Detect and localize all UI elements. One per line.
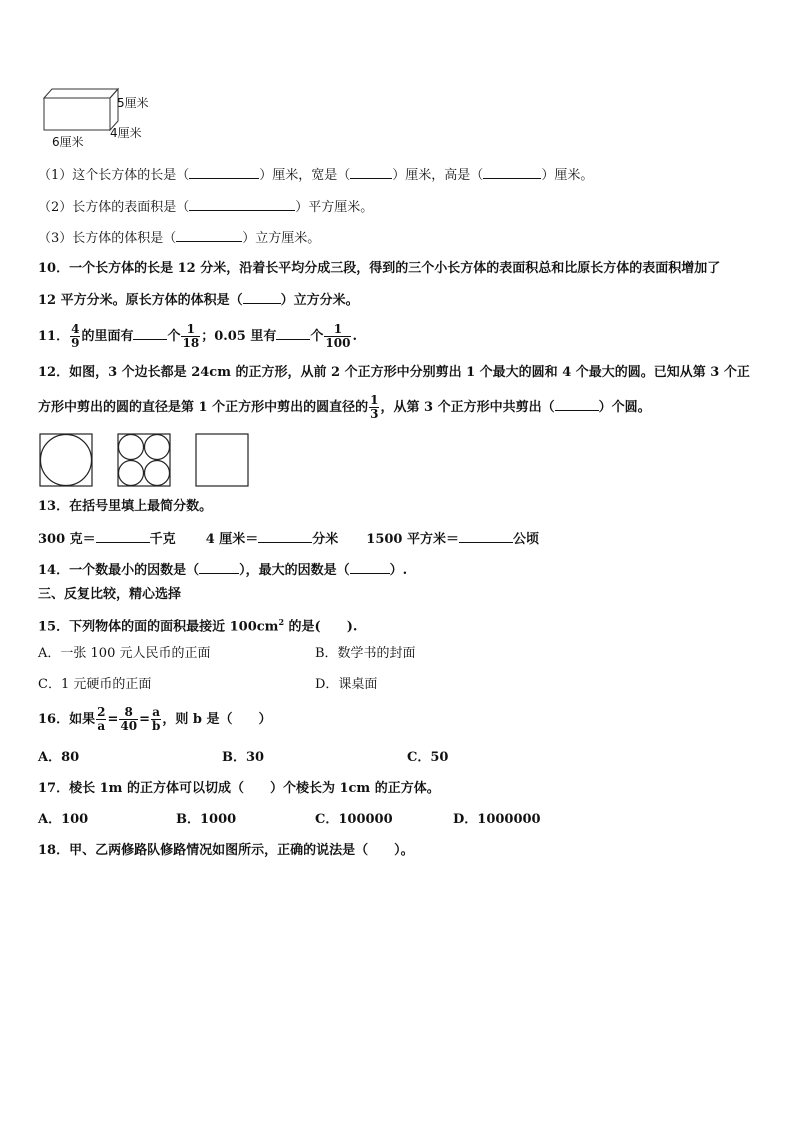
q11: 11． $\frac{4}{9}$ 的里面有 个 $\frac{1}{18}$ ；0.05 里有 个 $\frac{1}{100}$ . [38, 322, 357, 350]
q16-option-b[interactable]: B．30 [222, 750, 265, 765]
q13-blanks: 300 克＝ 千克 4 厘米＝ 分米 1500 平方米＝ 公顷 [38, 532, 540, 547]
q17-stem: 17．棱长 1m 的正方体可以切成（ ）个棱长为 1cm 的正方体。 [38, 781, 440, 796]
q18-stem: 18．甲、乙两修路队修路情况如图所示，正确的说法是（ ）。 [38, 843, 414, 858]
section-3-title: 三、反复比较，精心选择 [38, 587, 182, 602]
q15-stem: 15．下列物体的面的面积最接近 $100cm^2$ 的是( ). [38, 617, 358, 635]
circle-small-4 [145, 461, 170, 486]
square-2 [118, 434, 170, 486]
q17-option-c[interactable]: C．100000 [315, 812, 393, 827]
q9-sub3: （3）长方体的体积是（ ）立方厘米。 [38, 231, 321, 246]
q15-option-b[interactable]: B．数学书的封面 [315, 646, 416, 661]
q15-option-a[interactable]: A．一张 100 元人民币的正面 [38, 646, 211, 661]
q17-option-a[interactable]: A．100 [38, 812, 89, 827]
fraction-4-9: $\frac{4}{9}$ [71, 322, 80, 350]
q16-option-c[interactable]: C．50 [407, 750, 449, 765]
q12-line1: 12．如图，3 个边长都是 24cm 的正方形，从前 2 个正方形中分别剪出 1 个最大的圆和 4 个最大的圆。已知从第 3 个正 [38, 365, 750, 380]
circle-small-3 [119, 461, 144, 486]
cuboid-figure [40, 86, 120, 132]
q16-stem: 16．如果 $\frac{2}{a}$ = $\frac{8}{40}$ = $\frac{a}{b}$ ，则 b 是（ ） [38, 705, 272, 733]
fraction-1-100: $\frac{1}{100}$ [325, 322, 351, 350]
cuboid-length-label: 6厘米 [52, 135, 84, 149]
circle-small-1 [119, 435, 144, 460]
fraction-1-3: $\frac{1}{3}$ [370, 393, 379, 421]
cuboid-height-label: 5厘米 [117, 96, 149, 110]
square-3 [196, 434, 248, 486]
fraction-1-18: $\frac{1}{18}$ [182, 322, 200, 350]
q10-line1: 10．一个长方体的长是 12 分米，沿着长平均分成三段，得到的三个小长方体的表面积总和比原长方体的表面积增加了 [38, 261, 721, 276]
q9-sub1: （1）这个长方体的长是（ ）厘米，宽是（ ）厘米，高是（ ）厘米。 [38, 168, 594, 183]
fraction-a-b: $\frac{a}{b}$ [151, 705, 161, 733]
fraction-8-40: $\frac{8}{40}$ [120, 705, 138, 733]
q13-title: 13．在括号里填上最简分数。 [38, 499, 213, 514]
q12-line2: 方形中剪出的圆的直径是第 1 个正方形中剪出的圆直径的 $\frac{1}{3}$ ，从第 3 个正方形中共剪出（ ）个圆。 [38, 393, 651, 421]
q15-option-c[interactable]: C．1 元硬币的正面 [38, 677, 152, 692]
q14: 14．一个数最小的因数是（ ），最大的因数是（ ）. [38, 563, 408, 578]
circle-small-2 [145, 435, 170, 460]
q10-line2: 12 平方分米。原长方体的体积是（ ）立方分米。 [38, 293, 359, 308]
q9-sub2: （2）长方体的表面积是（ ）平方厘米。 [38, 200, 374, 215]
q16-option-a[interactable]: A．80 [38, 750, 80, 765]
squares-figure [38, 432, 252, 488]
circle-large [41, 435, 92, 486]
q17-option-d[interactable]: D．1000000 [453, 812, 541, 827]
q15-option-d[interactable]: D．课桌面 [315, 677, 378, 692]
q17-option-b[interactable]: B．1000 [176, 812, 237, 827]
fraction-2-a: $\frac{2}{a}$ [97, 705, 106, 733]
cuboid-width-label: 4厘米 [110, 126, 142, 140]
